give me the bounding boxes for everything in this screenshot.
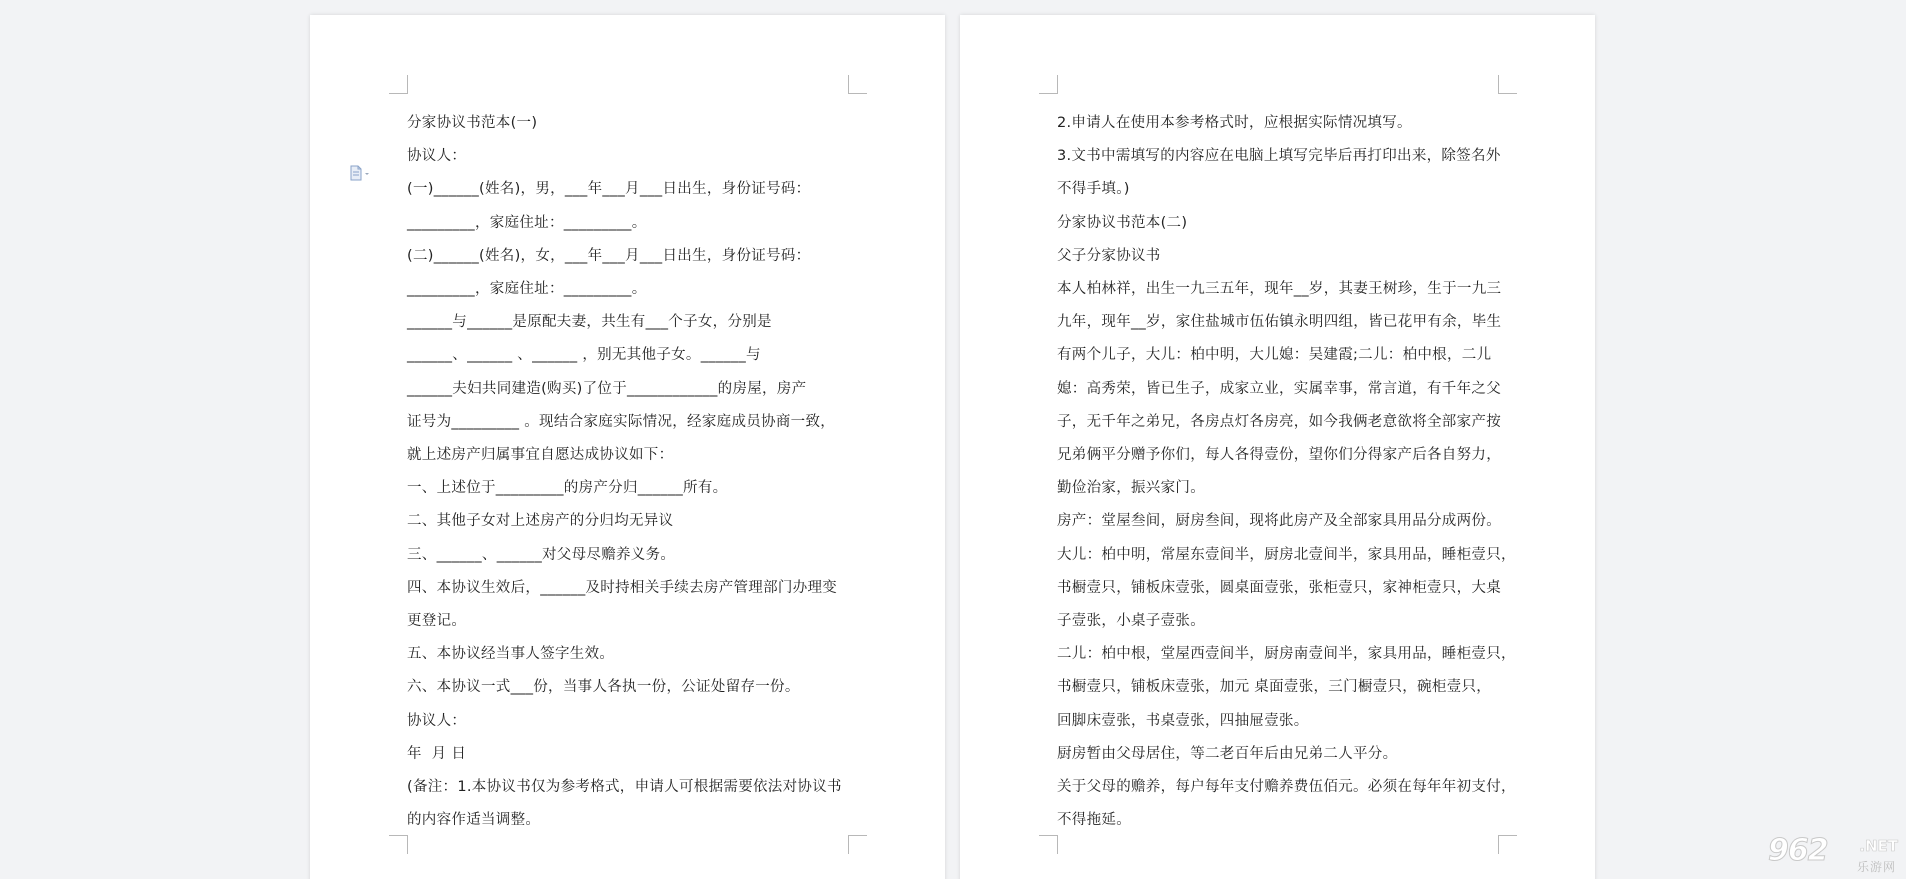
doc-line[interactable]: ______、______ 、______ ，别无其他子女。______与 <box>407 347 761 364</box>
doc-line[interactable]: 本人柏林祥，出生一九三五年，现年__岁，其妻王树珍，生于一九三 <box>1057 281 1502 298</box>
doc-line[interactable]: 证号为_________ 。现结合家庭实际情况，经家庭成员协商一致， <box>407 413 836 430</box>
doc-line[interactable]: 不得拖延。 <box>1057 812 1131 829</box>
doc-line[interactable]: 3.文书中需填写的内容应在电脑上填写完毕后再打印出来，除签名外 <box>1057 148 1501 165</box>
doc-line[interactable]: 2.申请人在使用本参考格式时，应根据实际情况填写。 <box>1057 115 1412 131</box>
watermark-net: .NET <box>1859 837 1898 855</box>
doc-line[interactable]: 厨房暂由父母居住，等二老百年后由兄弟二人平分。 <box>1057 745 1398 762</box>
doc-line[interactable]: 不得手填。) <box>1057 181 1130 198</box>
page-1-body[interactable] <box>407 107 877 837</box>
corner-mark-top-left <box>1039 75 1058 94</box>
doc-line[interactable]: 协议人： <box>407 712 467 729</box>
page-2-body[interactable] <box>1057 107 1527 837</box>
doc-line[interactable]: 回脚床壹张，书桌壹张，四抽屉壹张。 <box>1057 712 1309 729</box>
doc-line[interactable]: _________，家庭住址：_________。 <box>407 214 647 231</box>
doc-line[interactable]: 九年，现年__岁，家住盐城市伍佑镇永明四组，皆已花甲有余，毕生 <box>1057 314 1502 331</box>
doc-line[interactable]: 四、本协议生效后，______及时持相关手续去房产管理部门办理变 <box>407 579 838 596</box>
doc-line[interactable]: 大儿：柏中明，常屋东壹间半，厨房北壹间半，家具用品，睡柜壹只， <box>1057 546 1516 563</box>
corner-mark-top-right <box>848 75 867 94</box>
doc-line[interactable]: ______夫妇共同建造(购买)了位于____________的房屋，房产 <box>407 380 807 397</box>
doc-line[interactable]: 父子分家协议书 <box>1057 247 1161 264</box>
corner-mark-bottom-left <box>389 835 408 854</box>
doc-line[interactable]: 二儿：柏中根，堂屋西壹间半，厨房南壹间半，家具用品，睡柜壹只， <box>1057 646 1516 663</box>
doc-line[interactable]: 的内容作适当调整。 <box>407 812 541 829</box>
doc-line[interactable]: 兄弟俩平分赠予你们，每人各得壹份，望你们分得家产后各自努力， <box>1057 447 1501 464</box>
doc-line[interactable]: 书橱壹只，铺板床壹张，圆桌面壹张，张柜壹只，家神柜壹只，大桌 <box>1057 579 1501 596</box>
doc-line[interactable]: 二、其他子女对上述房产的分归均无异议 <box>407 513 674 530</box>
doc-line[interactable]: 年 月 日 <box>407 745 467 762</box>
doc-line[interactable]: ______与______是原配夫妻，共生有___个子女，分别是 <box>407 314 772 331</box>
doc-line[interactable]: 有两个儿子，大儿：柏中明，大儿媳：吴建霞;二儿：柏中根，二儿 <box>1057 347 1492 364</box>
doc-line[interactable]: 协议人： <box>407 148 467 165</box>
document-page-2[interactable] <box>960 15 1595 879</box>
corner-mark-top-left <box>389 75 408 94</box>
doc-line[interactable]: 媳：高秀荣，皆已生子，成家立业，实属幸事，常言道，有千年之父 <box>1057 380 1501 397</box>
doc-line[interactable]: 书橱壹只，铺板床壹张，加元 桌面壹张，三门橱壹只，碗柜壹只， <box>1057 679 1492 696</box>
doc-line[interactable]: (二)______(姓名)，女，___年___月___日出生，身份证号码： <box>407 247 811 264</box>
doc-line[interactable]: 就上述房产归属事宜自愿达成协议如下： <box>407 447 674 464</box>
watermark-sub: 乐游网 <box>1856 860 1896 874</box>
corner-mark-bottom-right <box>848 835 867 854</box>
doc-line[interactable]: 分家协议书范本(二) <box>1057 214 1188 231</box>
site-watermark <box>1768 833 1900 875</box>
doc-line[interactable]: 更登记。 <box>407 613 467 630</box>
doc-line[interactable]: _________，家庭住址：_________。 <box>407 281 647 298</box>
corner-mark-bottom-left <box>1039 835 1058 854</box>
corner-mark-top-right <box>1498 75 1517 94</box>
doc-line[interactable]: 三、______、______对父母尽赡养义务。 <box>407 546 676 563</box>
doc-line[interactable]: 房产：堂屋叁间，厨房叁间，现将此房产及全部家具用品分成两份。 <box>1057 513 1501 530</box>
doc-line[interactable]: 五、本协议经当事人签字生效。 <box>407 646 615 663</box>
doc-line[interactable]: 关于父母的赡养，每户每年支付赡养费伍佰元。必须在每年年初支付， <box>1057 779 1516 796</box>
doc-line[interactable]: 六、本协议一式___份，当事人各执一份，公证处留存一份。 <box>407 679 800 696</box>
doc-line[interactable]: 勤俭治家，振兴家门。 <box>1057 480 1205 497</box>
doc-line[interactable]: 一、上述位于_________的房产分归______所有。 <box>407 480 728 497</box>
document-icon[interactable] <box>349 165 373 183</box>
corner-mark-bottom-right <box>1498 835 1517 854</box>
doc-line[interactable]: (一)______(姓名)，男，___年___月___日出生，身份证号码： <box>407 181 811 198</box>
watermark-logo: 962 <box>1768 833 1828 868</box>
doc-line[interactable]: 子壹张，小桌子壹张。 <box>1057 613 1205 630</box>
doc-line[interactable]: (备注：1.本协议书仅为参考格式，申请人可根据需要依法对协议书 <box>407 779 842 796</box>
doc-line[interactable]: 子，无千年之弟兄，各房点灯各房亮，如今我俩老意欲将全部家产按 <box>1057 413 1501 430</box>
document-page-1[interactable] <box>310 15 945 879</box>
doc-line[interactable]: 分家协议书范本(一) <box>407 115 538 131</box>
